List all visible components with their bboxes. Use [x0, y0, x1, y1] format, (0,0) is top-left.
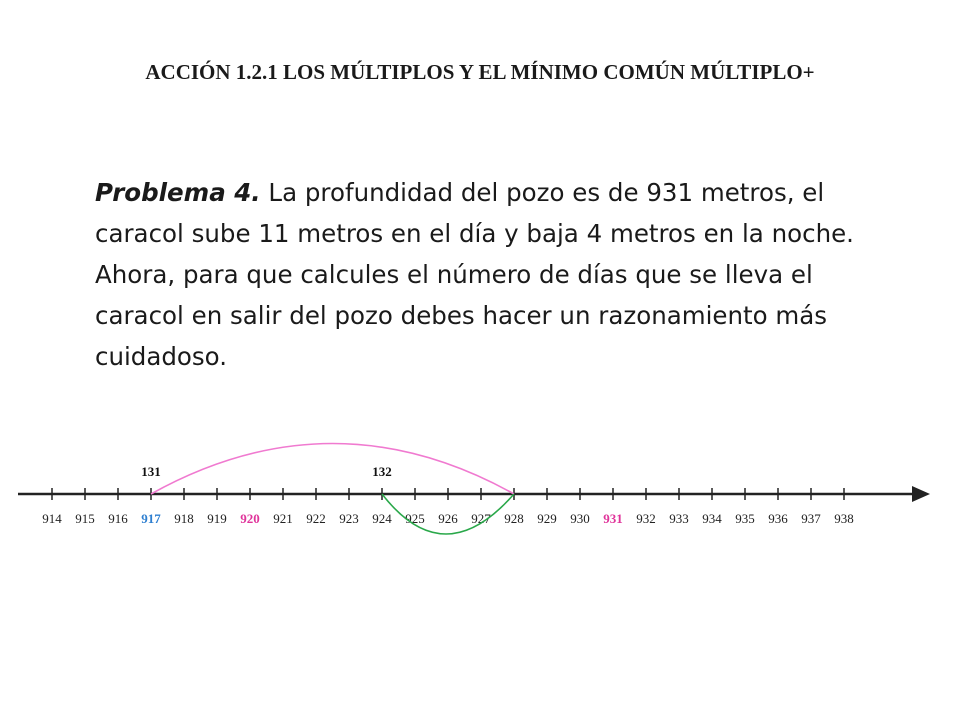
tick-label: 929 [537, 511, 557, 526]
tick-label: 938 [834, 511, 854, 526]
tick-label: 933 [669, 511, 689, 526]
tick-label: 936 [768, 511, 788, 526]
tick-label: 935 [735, 511, 755, 526]
tick-label: 937 [801, 511, 821, 526]
problem-text: La profundidad del pozo es de 931 metros, el caracol sube 11 metros en el día y baja 4 metros en la noche. Ahora, para que calcules el número de días que se lleva el caracol en salir del pozo debes hacer un razonamiento más cuidadoso. [95, 178, 854, 371]
tick-label: 930 [570, 511, 590, 526]
tick-label: 934 [702, 511, 722, 526]
slide-title: ACCIÓN 1.2.1 LOS MÚLTIPLOS Y EL MÍNIMO COMÚN MÚLTIPLO+ [145, 60, 815, 84]
tick-label: 918 [174, 511, 194, 526]
jump-label: 132 [372, 464, 392, 479]
jump-arc [151, 444, 514, 495]
tick-label: 920 [240, 511, 260, 526]
tick-label: 923 [339, 511, 359, 526]
axis-arrow-icon [912, 486, 930, 502]
tick-label: 927 [471, 511, 491, 526]
tick-label: 926 [438, 511, 458, 526]
problem-label: Problema 4. [95, 178, 261, 207]
tick-label: 915 [75, 511, 95, 526]
tick-label: 932 [636, 511, 656, 526]
tick-label: 916 [108, 511, 128, 526]
tick-label: 922 [306, 511, 326, 526]
tick-label: 921 [273, 511, 293, 526]
tick-label: 917 [141, 511, 161, 526]
tick-label: 925 [405, 511, 425, 526]
tick-label: 924 [372, 511, 392, 526]
tick-label: 919 [207, 511, 227, 526]
tick-label: 931 [603, 511, 623, 526]
tick-label: 928 [504, 511, 524, 526]
jump-label: 131 [141, 464, 161, 479]
tick-label: 914 [42, 511, 62, 526]
